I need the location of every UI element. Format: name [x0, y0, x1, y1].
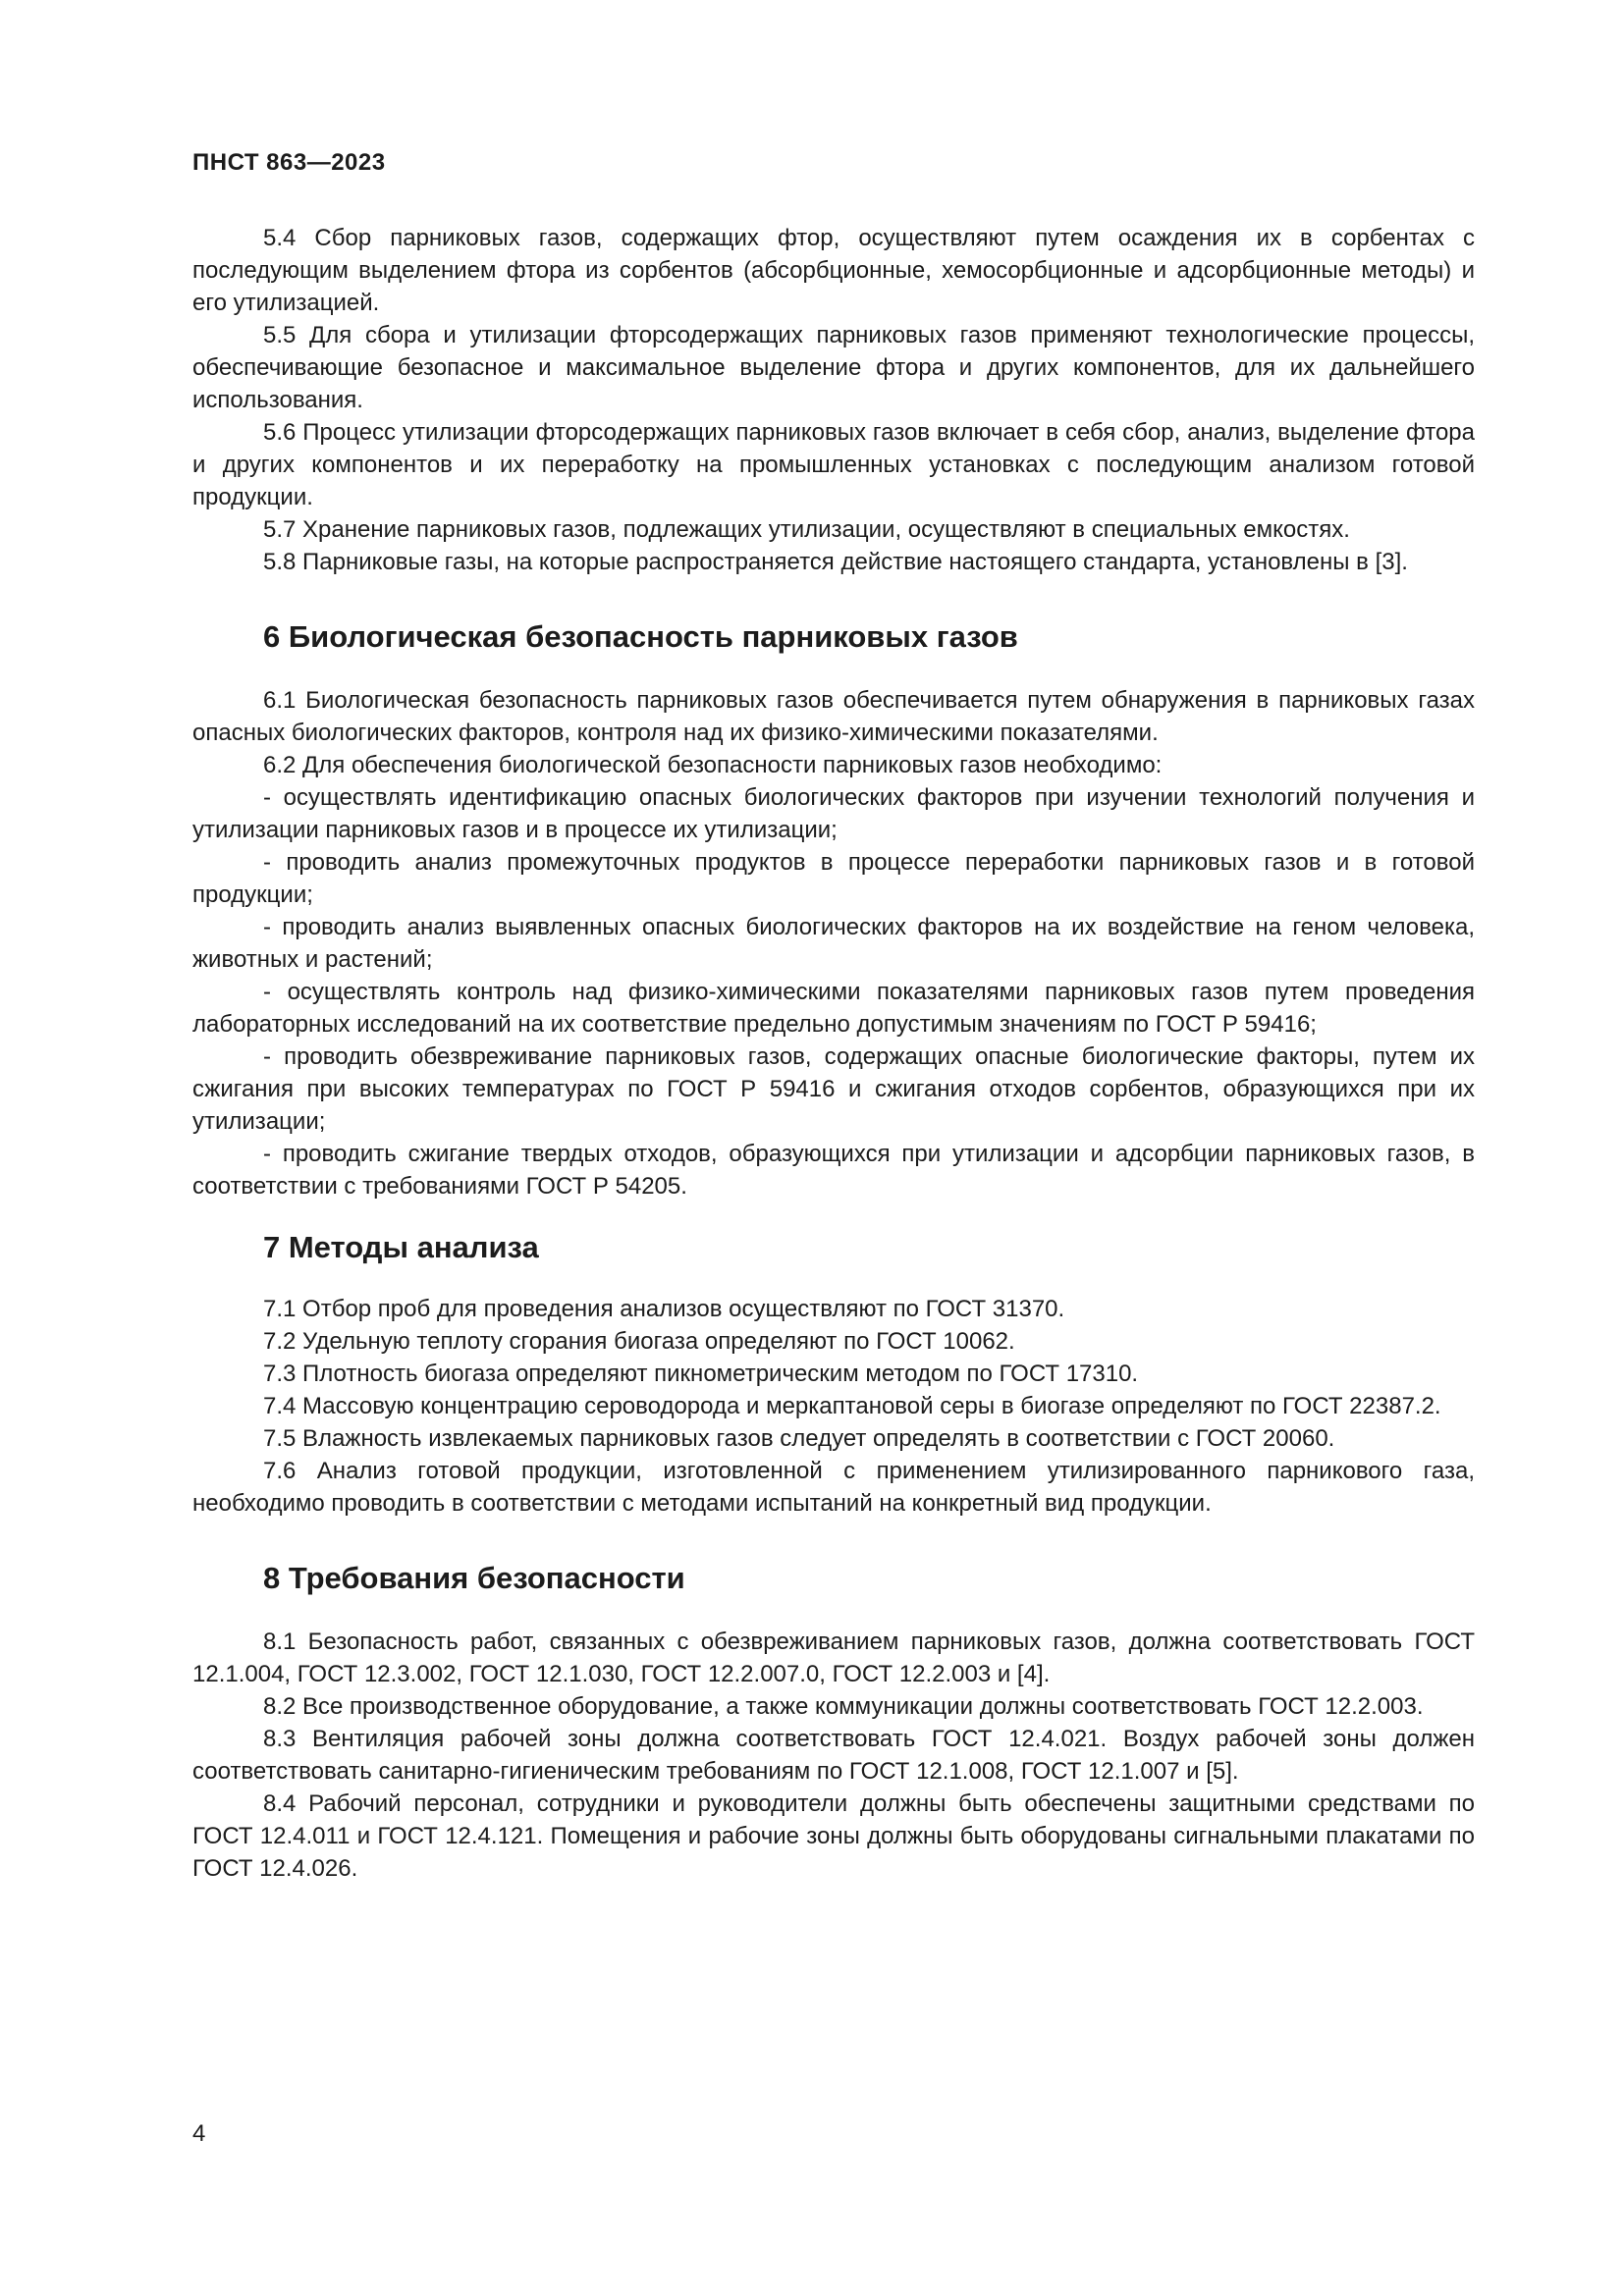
- paragraph-6-1: 6.1 Биологическая безопасность парниковых газов обеспечивается путем обнаружения в парниковых газах опасных биологических факторов, контроля над их физико-химическими показателями.: [192, 687, 1475, 746]
- paragraph-5-8: 5.8 Парниковые газы, на которые распространяется действие настоящего стандарта, установлены в [3].: [263, 549, 1408, 575]
- paragraph-7-4: 7.4 Массовую концентрацию сероводорода и меркаптановой серы в биогазе определяют по ГОСТ 22387.2.: [263, 1393, 1441, 1419]
- page-content: [192, 222, 1475, 1885]
- paragraph-5-5: 5.5 Для сбора и утилизации фторсодержащих парниковых газов применяют технологические процессы, обеспечивающие безопасное и максимальное выделение фтора и других компонентов, для их дальнейшего использования.: [192, 322, 1475, 413]
- paragraph-7-6: 7.6 Анализ готовой продукции, изготовленной с применением утилизированного парникового газа, необходимо проводить в соответствии с методами испытаний на конкретный вид продукции.: [192, 1458, 1475, 1517]
- paragraph-8-4: 8.4 Рабочий персонал, сотрудники и руководители должны быть обеспечены защитными средствами по ГОСТ 12.4.011 и ГОСТ 12.4.121. Помещения и рабочие зоны должны быть оборудованы сигнальными плакатами по ГОСТ 12.4.026.: [192, 1790, 1475, 1882]
- section-8-title: 8 Требования безопасности: [263, 1561, 685, 1595]
- paragraph-8-1: 8.1 Безопасность работ, связанных с обезвреживанием парниковых газов, должна соответствовать ГОСТ 12.1.004, ГОСТ 12.3.002, ГОСТ 12.1.030, ГОСТ 12.2.007.0, ГОСТ 12.2.003 и [4].: [192, 1629, 1475, 1687]
- section-7-title: 7 Методы анализа: [263, 1230, 539, 1264]
- paragraph-5-6: 5.6 Процесс утилизации фторсодержащих парниковых газов включает в себя сбор, анализ, выделение фтора и других компонентов и их переработку на промышленных установках с последующим анализом готовой продукции.: [192, 419, 1475, 510]
- paragraph-7-5: 7.5 Влажность извлекаемых парниковых газов следует определять в соответствии с ГОСТ 20060.: [263, 1425, 1335, 1452]
- paragraph-5-4: 5.4 Сбор парниковых газов, содержащих фтор, осуществляют путем осаждения их в сорбентах с последующим выделением фтора из сорбентов (абсорбционные, хемосорбционные и адсорбционные методы) и его утилизацией.: [192, 225, 1475, 316]
- list-item: - осуществлять идентификацию опасных биологических факторов при изучении технологий получения и утилизации парниковых газов и в процессе их утилизации;: [192, 784, 1475, 843]
- paragraph-8-3: 8.3 Вентиляция рабочей зоны должна соответствовать ГОСТ 12.4.021. Воздух рабочей зоны должен соответствовать санитарно-гигиеническим требованиям по ГОСТ 12.1.008, ГОСТ 12.1.007 и [5].: [192, 1726, 1475, 1785]
- paragraph-5-7: 5.7 Хранение парниковых газов, подлежащих утилизации, осуществляют в специальных емкостях.: [263, 516, 1350, 543]
- paragraph-8-2: 8.2 Все производственное оборудование, а также коммуникации должны соответствовать ГОСТ 12.2.003.: [263, 1693, 1424, 1720]
- paragraph-7-1: 7.1 Отбор проб для проведения анализов осуществляют по ГОСТ 31370.: [263, 1296, 1065, 1322]
- list-item: - проводить сжигание твердых отходов, образующихся при утилизации и адсорбции парниковых газов, в соответствии с требованиями ГОСТ Р 54205.: [192, 1141, 1475, 1200]
- page-number: 4: [192, 2120, 206, 2147]
- paragraph-6-2: 6.2 Для обеспечения биологической безопасности парниковых газов необходимо:: [263, 752, 1163, 778]
- list-item: - проводить обезвреживание парниковых газов, содержащих опасные биологические факторы, путем их сжигания при высоких температурах по ГОСТ Р 59416 и сжигания отходов сорбентов, образующихся при их утилизации;: [192, 1043, 1475, 1135]
- list-item: - проводить анализ выявленных опасных биологических факторов на их воздействие на геном человека, животных и растений;: [192, 914, 1475, 973]
- section-6-title: 6 Биологическая безопасность парниковых газов: [263, 619, 1018, 654]
- list-item: - проводить анализ промежуточных продуктов в процессе переработки парниковых газов и в готовой продукции;: [192, 849, 1475, 908]
- paragraph-7-3: 7.3 Плотность биогаза определяют пикнометрическим методом по ГОСТ 17310.: [263, 1361, 1139, 1387]
- list-item: - осуществлять контроль над физико-химическими показателями парниковых газов путем проведения лабораторных исследований на их соответствие предельно допустимым значениям по ГОСТ Р 59416;: [192, 979, 1475, 1038]
- paragraph-7-2: 7.2 Удельную теплоту сгорания биогаза определяют по ГОСТ 10062.: [263, 1328, 1015, 1355]
- document-code-header: ПНСТ 863—2023: [192, 149, 386, 176]
